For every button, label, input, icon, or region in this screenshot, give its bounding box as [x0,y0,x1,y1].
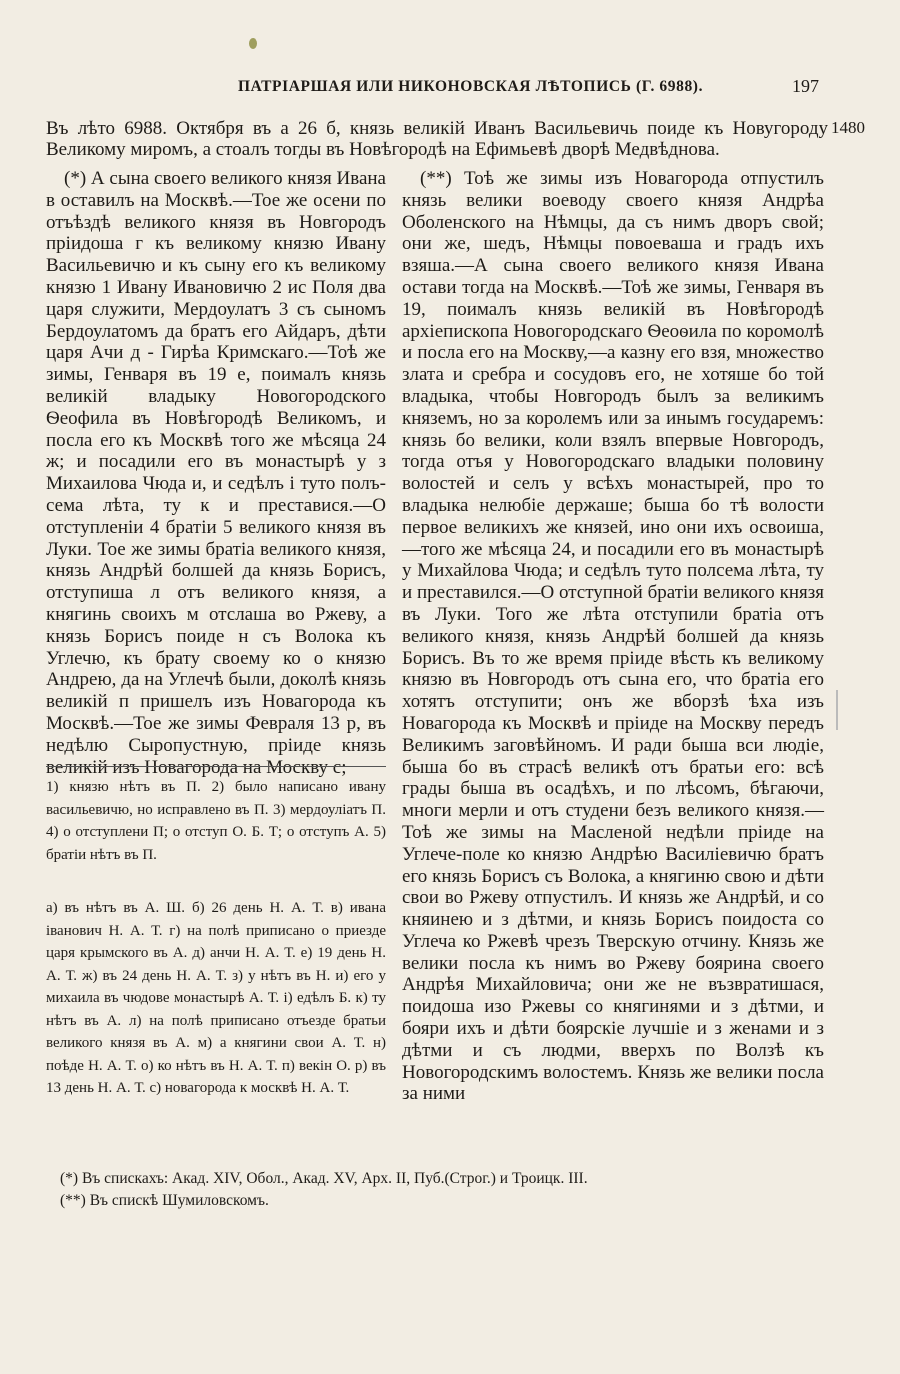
left-column [46,168,386,778]
page-number: 197 [792,76,819,96]
lettered-notes-text: а) въ нѣтъ въ А. Ш. б) 26 день Н. А. Т. в) ивана іванович Н. А. Т. г) на полѣ приписано о приезде царя крымского въ А. д) анчи Н. А. Т. е) 19 день Н. А. Т. ж) въ 24 день Н. А. Т. з) у нѣтъ въ Н. и) его у михаила въ чюдове монастырѣ А. Т. і) едѣлъ Б. к) ту нѣтъ въ А. л) на полѣ приписано отъезде братьи великого князя въ А. м) а княгини свои А. Т. н) поѣде Н. А. Т. о) ко нѣтъ въ Н. А. Т. п) векін О. р) въ 13 день Н. А. Т. с) новагорода к москвѣ Н. А. Т. [46,900,386,1096]
ink-blot [249,38,257,49]
margin-year: 1480 [831,118,865,137]
left-column-text: (*) А сына своего великого князя Ивана в оставилъ на Москвѣ.—Тое же осени по отъѣздѣ великого князя въ Новгородъ пріидоша г къ великому князю Ивану Васильевичю и къ сыну его къ великому князю 1 Ивану Ивановичю 2 ис Поля два царя служити, Мердоулатъ 3 съ сыномъ Бердоулатомъ да братъ его Айдаръ, дѣти царя Ачи д - Гирѣа Кримскаго.—Тоѣ же зимы, Генваря въ 19 е, поималъ князь великій владыку Новогородского Ѳеофила въ Новѣгородѣ Великомъ, и посла его къ Москвѣ того же мѣсяца 24 ж; и посадили его въ монастырѣ у з Михаилова Чюда и, и седѣлъ і туто полъ-сема лѣта, ту к и преставися.—О отступленіи 4 братіи 5 великого князя въ Луки. Тое же зимы братіа великого князя, князь Андрѣй болшей да князь Борисъ, отступиша л отъ великого князя, а княгинь своихъ м отслаша во Ржеву, а князь Борисъ поиде н съ Волока къ Углечю, къ брату своему ко о князю Андрею, да на Углечѣ были, доколѣ князь великій п пришелъ изъ Новагорода къ Москвѣ.—Тое же зимы Февраля 13 р, въ недѣлю Сыропустную, пріиде князь великій изъ Новагорода на Москву с; [46,168,386,778]
notes-divider [46,766,386,767]
numbered-notes [46,776,386,866]
lettered-notes [46,897,386,1100]
running-header: ПАТРІАРШАЯ ИЛИ НИКОНОВСКАЯ ЛѢТОПИСЬ (Г. 6988). [238,78,704,95]
footnote-shumilov: (**) Въ спискѣ Шумиловскомъ. [60,1192,269,1209]
intro-paragraph: Въ лѣто 6988. Октября въ а 26 б, князь великій Иванъ Васильевичь поиде къ Новугороду Великому миромъ, а стоалъ тогды въ Новѣгородѣ на Ефимьевѣ дворѣ Медвѣднова. [46,118,828,160]
right-column [402,168,824,1105]
margin-mark [836,690,838,730]
numbered-notes-text: 1) князю нѣтъ въ П. 2) было написано ивану васильевичю, но исправлено въ П. 3) мердоуліатъ П. 4) о отступлени П; о отступ О. Б. Т; о отступъ А. 5) братіи нѣтъ въ П. [46,779,386,863]
footnote-sources: (*) Въ спискахъ: Акад. XIV, Обол., Акад. XV, Арх. II, Пуб.(Строг.) и Троицк. III. [60,1170,588,1187]
right-column-text: (**) Тоѣ же зимы изъ Новагорода отпустилъ князь велики воеводу своего князя Андрѣа Оболенского на Нѣмцы, да съ нимъ дворъ свой; они же, шедъ, Нѣмцы повоеваша и градъ ихъ взяша.—А сына своего великого князя Ивана остави тогда на Москвѣ.—Тоѣ же зимы, Генваря въ 19, поималъ князь великій въ Новѣгородѣ архіепископа Новогородскаго Ѳеоѳила по коромолѣ и посла его на Москву,—а казну его взя, множество злата и сребра и сосудовъ его, не хотяше бо той владыка, чтобы Новгородъ былъ за великимъ княземъ, но за королемъ или за инымъ государемъ: князь бо велики, коли взялъ впервые Новгородъ, тогда отъя у Новогородскаго владыки половину волостей и селъ у всѣхъ монастырей, про то владыка нелюбіе держаше; быша бо тѣ волости первое великихъ же князей, ино они ихъ освоиша,—того же мѣсяца 24, и посадили его въ монастырѣ у Михайлова Чюда; и седѣлъ туто полсема лѣта, ту и преставился.—О отступной братіи великого князя въ Луки. Того же лѣта отступили братіа отъ великого князя, князь Андрѣй болшей да князь Борисъ. Въ то же время пріиде вѣсть къ великому князю въ Новгородъ отъ сына его, что братіа его хотятъ отступити; онъ же вборзѣ ѣха изъ Новагорода къ Москвѣ и пріиде на Москву передъ Великимъ заговѣйномъ. И ради быша вси людіе, быша бо въ страсѣ великѣ отъ братьи его: всѣ грады быша въ осадѣхъ, и по лѣсомъ, бѣгаючи, многи мерли и отъ студени безъ великого князя.—Тоѣ же зимы на Масленой недѣли пріиде на Углече-поле ко князю Андрѣю Василіевичю братъ его князь Борисъ съ Волока, а княгиню свою и дѣти свои во Ржеву отпустилъ. И князь же Андрѣй, и со княинею и з дѣтми, и князь Борисъ поидоста со Углеча ко Ржевѣ чрезъ Тверскую отчину. Князь же велики посла къ нимъ во Ржеву боярина своего Андрѣя Михайловича; они же не възвратишася, поидоша изо Ржевы со княгинями и з дѣтми, и бояри ихъ и дѣти боярскіе лучшіе и з женами и з дѣтми и съ людми, вверхъ по Волзѣ къ Новогородскимъ волостемъ. Князь же велики посла за ними [402,168,824,1105]
